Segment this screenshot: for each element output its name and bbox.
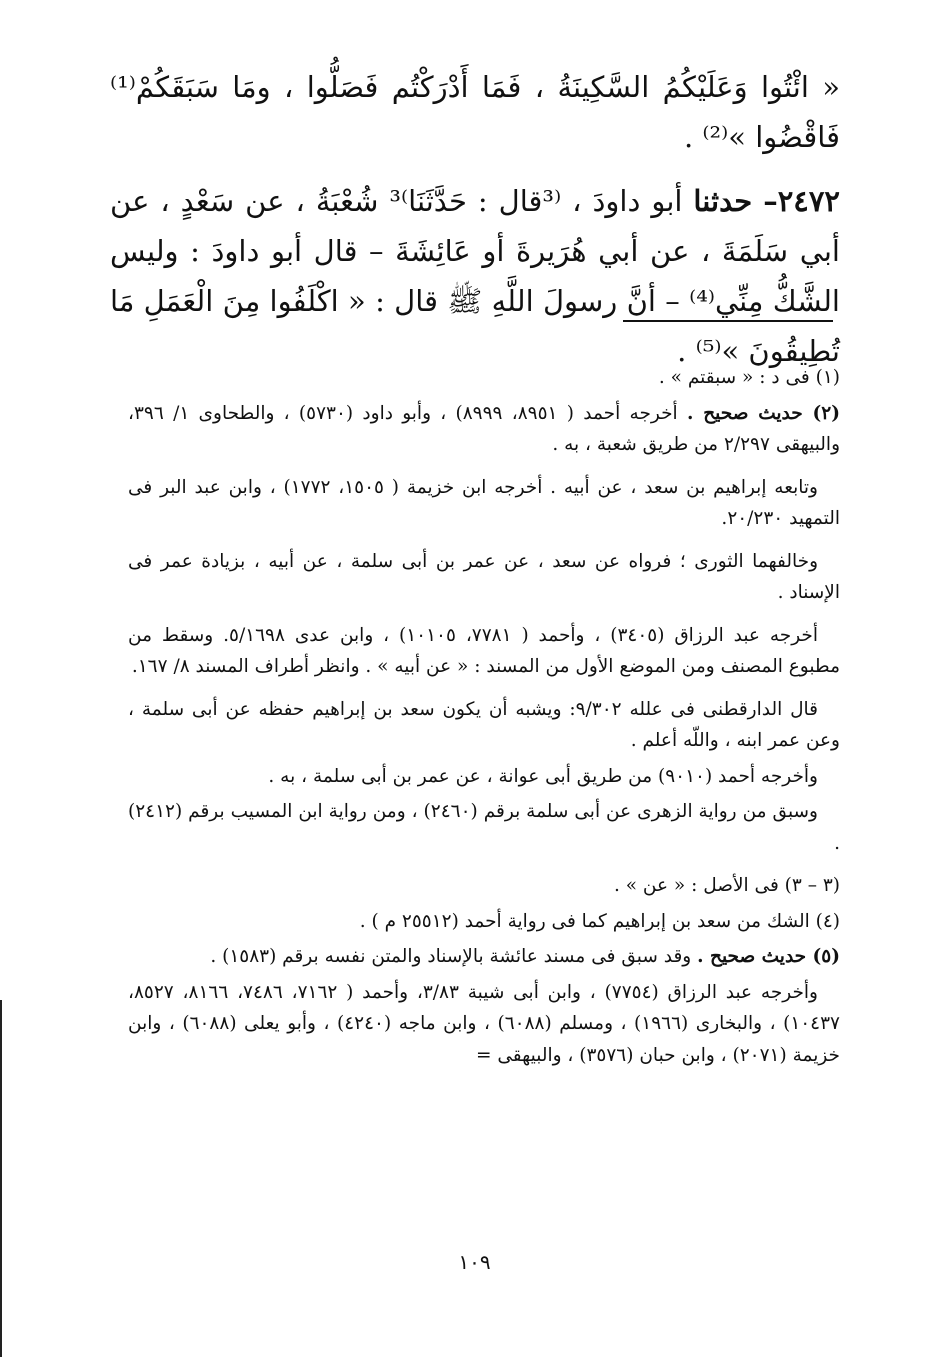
hadith-number: ٢٤٧٢–	[763, 184, 841, 218]
hadith-paragraph	[110, 176, 840, 376]
footnote-2-paragraph-2: وتابعه إبراهيم بن سعد ، عن أبيه . أخرجه ابن خزيمة ( ١٥٠٥، ١٧٧٢) ، وابن عبد البر فى التمهيد ٢٠/٢٣٠.	[128, 476, 840, 529]
footnote-5-text: وقد سبق فى مسند عائشة بالإسناد والمتن نفسه برقم (١٥٨٣) .	[210, 946, 692, 967]
hadith-ending-line: « ائْتُوا وَعَلَيْكُمُ السَّكِينَةُ ، فَمَا أَدْرَكْتُم فَصَلُّوا ، ومَا سَبَقَكُمْ⁽¹⁾ فَاقْضُوا »⁽²⁾ .	[110, 70, 840, 154]
footnotes	[128, 362, 840, 1082]
footnote-5-label: (٥) حديث صحيح .	[697, 946, 840, 967]
footnote-2-paragraph-5: قال الدارقطنى فى علله ٩/٣٠٢: ويشبه أن يكون سعد بن إبراهيم حفظه عن أبى سلمة ، وعن عمر ابنه ، واللّه أعلم .	[128, 698, 840, 751]
main-text	[110, 62, 840, 376]
footnote-2	[128, 398, 840, 461]
hadith-opening: حدثنا	[693, 184, 753, 218]
footnote-4: (٤) الشك من سعد بن إبراهيم كما فى رواية أحمد (٢٥٥١٢ م ) .	[359, 910, 840, 932]
footnote-5-paragraph-2: وأخرجه عبد الرزاق (٧٧٥٤) ، وابن أبى شيبة ٣/٨٣، وأحمد ( ٧١٦٢، ٧٤٨٦، ٨١٦٦، ٨٥٢٧، ١٠٤٣٧) ، والبخارى (١٩٦٦) ، ومسلم (٦٠٨٨) ، وابن ماجه (٤٢٤٠) ، وأبو يعلى (٦٠٨٨) ، وابن خزيمة (٢٠٧١) ، وابن حبان (٣٥٧٦) ، والبيهقى =	[128, 981, 840, 1066]
footnote-2-paragraph-6: وأخرجه أحمد (٩٠١٠) من طريق أبى عوانة ، عن عمر بن أبى سلمة ، به .	[268, 765, 818, 787]
footnote-separator	[623, 320, 833, 322]
footnote-2-paragraph-4: أخرجه عبد الرزاق (٣٤٠٥) ، وأحمد ( ٧٧٨١، ١٠١٠٥) ، وابن عدى ٥/١٦٩٨. وسقط من مطبوع المصنف ومن الموضع الأول من المسند : « عن أبيه » . وانظر أطراف المسند ٨/ ١٦٧.	[128, 624, 840, 677]
footnote-2-label: (٢) حديث صحيح .	[686, 402, 840, 424]
footnote-5	[128, 941, 840, 973]
page-number: ١٠٩	[458, 1250, 491, 1274]
footnote-2-paragraph-7: وسبق من رواية الزهرى عن أبى سلمة برقم (٢٤٦٠) ، ومن رواية ابن المسيب برقم (٢٤١٢) .	[128, 801, 840, 854]
footnote-2-text: أخرجه أحمد ( ٨٩٥١، ٨٩٩٩) ، وأبو داود (٥٧٣٠) ، والطحاوى ١/ ٣٩٦، والبيهقى ٢/٢٩٧ من طريق شعبة ، به .	[128, 402, 840, 455]
hadith-text: أبو داودَ ، ⁽³قال : حَدَّثَنَا⁾³ شُعْبَةُ ، عن سَعْدٍ ، عن أبي سَلَمَةَ ، عن أبي هُرَيرةَ أو عَائِشَةَ – قال أبو داودَ : وليس الشَّكُّ مِنِّي⁽⁴⁾ – أنَّ رسولَ اللَّهِ ﷺ قال : « اكْلَفُوا مِنَ الْعَمَلِ مَا تُطِيقُونَ »⁽⁵⁾ .	[110, 184, 840, 368]
scan-border-line	[0, 1000, 2, 1357]
footnote-3: (٣ – ٣) فى الأصل : « عن » .	[613, 875, 840, 896]
footnote-1: (١) فى د : « سبقتم » .	[658, 367, 840, 388]
footnote-2-paragraph-3: وخالفهما الثورى ؛ فرواه عن سعد ، عن عمر بن أبى سلمة ، عن أبيه ، بزيادة عمر فى الإسناد .	[128, 550, 840, 603]
